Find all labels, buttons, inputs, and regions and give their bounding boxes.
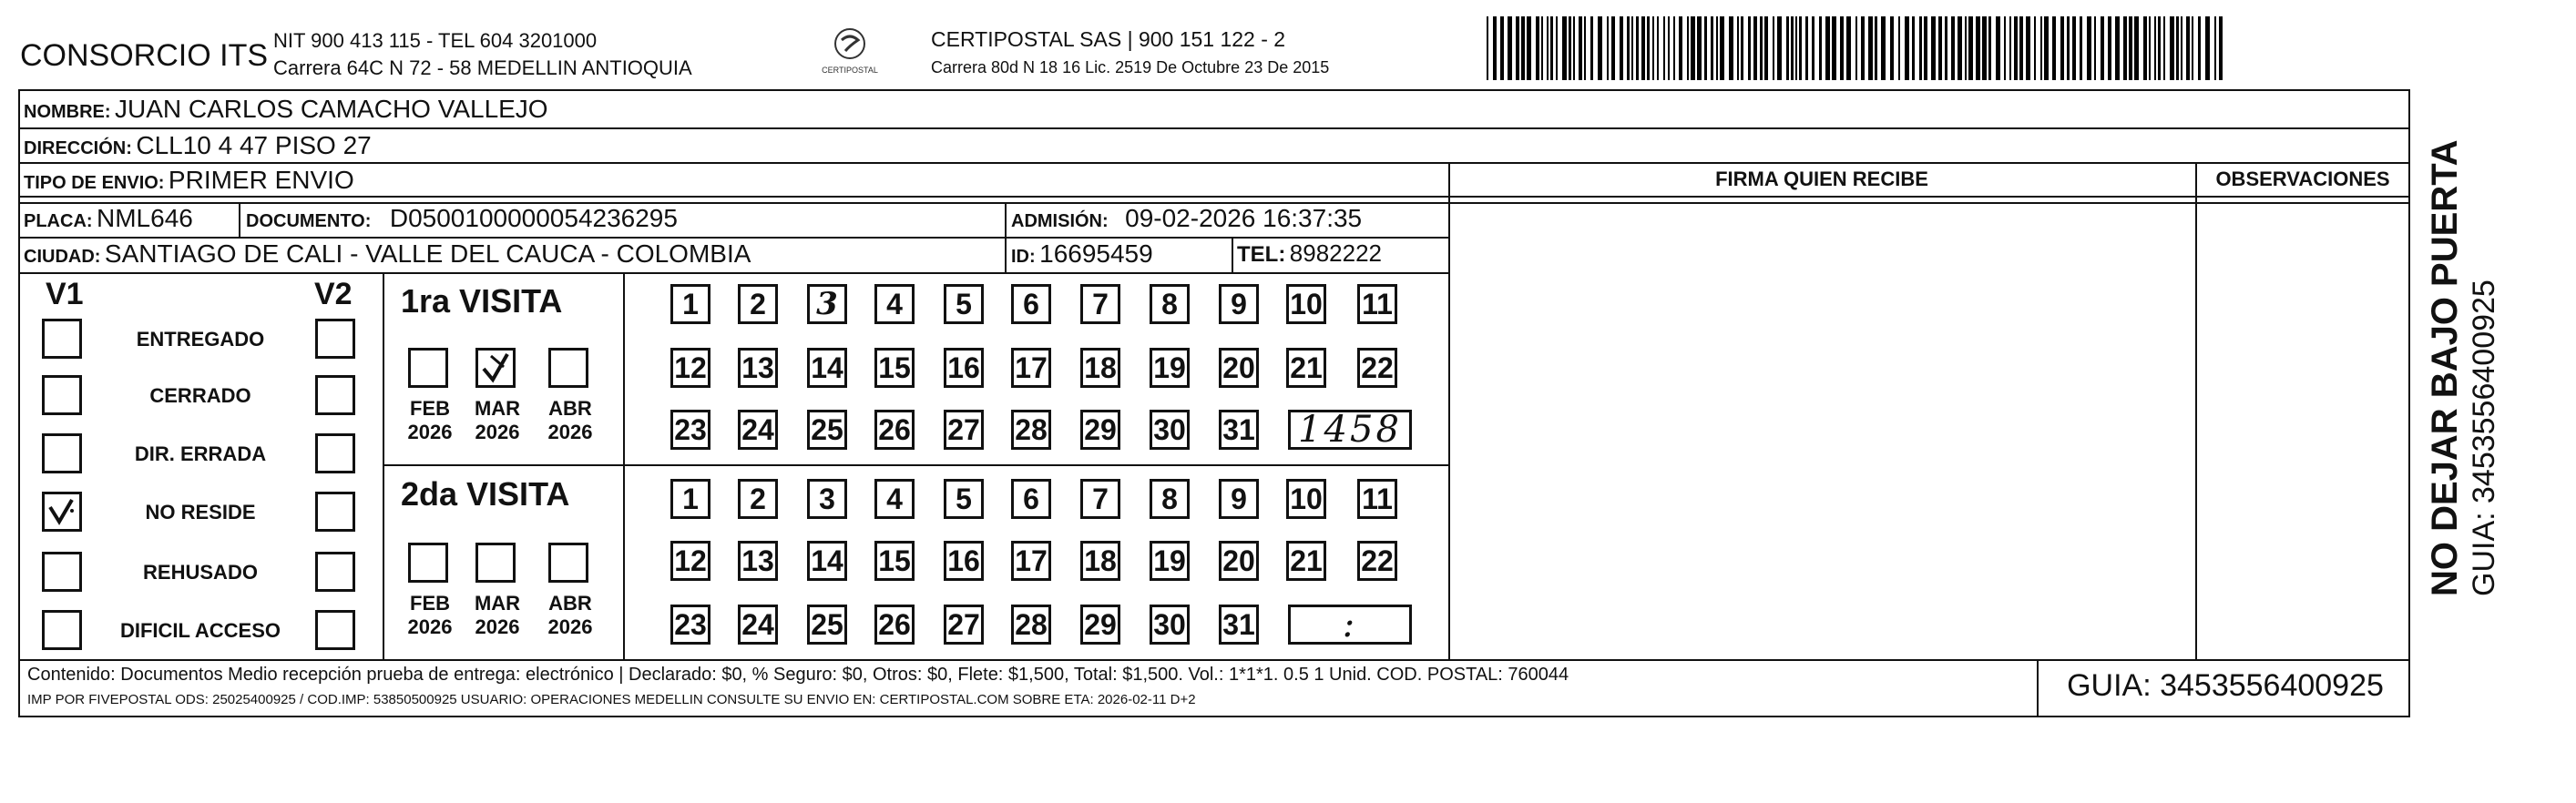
v2-checkbox[interactable] bbox=[315, 552, 355, 592]
day-box[interactable]: 24 bbox=[738, 410, 778, 450]
barcode-bar bbox=[2072, 16, 2076, 80]
barcode-bar bbox=[1536, 16, 1539, 80]
day-box[interactable]: 9 bbox=[1219, 284, 1259, 324]
day-box[interactable]: 4 bbox=[874, 284, 915, 324]
day-box[interactable]: 23 bbox=[670, 605, 710, 645]
day-box[interactable]: 23 bbox=[670, 410, 710, 450]
barcode-bar bbox=[1805, 16, 1808, 80]
barcode-bar bbox=[1579, 16, 1582, 80]
barcode-bar bbox=[1527, 16, 1531, 80]
day-box[interactable]: 4 bbox=[874, 479, 915, 519]
barcode-bar bbox=[2009, 16, 2011, 80]
barcode-bar bbox=[2186, 16, 2190, 80]
barcode-bar bbox=[1773, 16, 1774, 80]
day-box[interactable]: 11 bbox=[1357, 479, 1397, 519]
barcode-bar bbox=[1912, 16, 1915, 80]
barcode-bar bbox=[1890, 16, 1894, 80]
day-box[interactable]: 5 bbox=[944, 479, 984, 519]
barcode-bar bbox=[2170, 16, 2174, 80]
status-label: CERRADO bbox=[149, 384, 251, 407]
barcode-bar bbox=[1679, 16, 1682, 80]
barcode-bar bbox=[1647, 16, 1650, 80]
barcode-bar bbox=[1760, 16, 1763, 80]
barcode-bar bbox=[2052, 16, 2056, 80]
barcode-bar bbox=[1812, 16, 1814, 80]
year-label: 2026 bbox=[547, 615, 593, 638]
barcode-bar bbox=[1982, 16, 1987, 80]
barcode-bar bbox=[2019, 16, 2023, 80]
day-box[interactable]: 5 bbox=[944, 284, 984, 324]
day-box[interactable]: 19 bbox=[1150, 541, 1190, 581]
barcode-bar bbox=[1641, 16, 1645, 80]
barcode-bar bbox=[2134, 16, 2139, 80]
month-label: FEB bbox=[410, 397, 450, 420]
barcode-bar bbox=[2004, 16, 2006, 80]
barcode-bar bbox=[1898, 16, 1900, 80]
day-box[interactable]: 14 bbox=[807, 541, 847, 581]
barcode-bar bbox=[1905, 16, 1909, 80]
day-box[interactable]: 31 bbox=[1219, 410, 1259, 450]
year-label: 2026 bbox=[547, 421, 593, 443]
month-label: FEB bbox=[410, 592, 450, 615]
barcode-bar bbox=[2219, 16, 2223, 80]
certipostal-logo bbox=[809, 24, 891, 78]
tipo-row bbox=[24, 166, 354, 195]
nombre-value: JUAN CARLOS CAMACHO VALLEJO bbox=[115, 95, 548, 123]
side-warning: NO DEJAR BAJO PUERTA bbox=[2425, 139, 2465, 596]
courier-address: Carrera 80d N 18 16 Lic. 2519 De Octubre 23 De 2015 bbox=[931, 58, 1330, 76]
direccion-row bbox=[24, 131, 372, 160]
day-box[interactable]: 2 bbox=[738, 479, 778, 519]
barcode-bar bbox=[1945, 16, 1947, 80]
barcode-bar bbox=[2034, 16, 2036, 80]
day-box[interactable]: 13 bbox=[738, 348, 778, 388]
day-box[interactable]: 31 bbox=[1219, 605, 1259, 645]
v1-checkbox[interactable] bbox=[42, 319, 82, 359]
observaciones-header: OBSERVACIONES bbox=[2215, 168, 2390, 190]
tipo-label: TIPO DE ENVIO: bbox=[24, 173, 165, 193]
barcode-bar bbox=[2108, 16, 2111, 80]
status-label: REHUSADO bbox=[143, 561, 258, 584]
v2-header: V2 bbox=[314, 277, 353, 311]
admision-label: ADMISIÓN: bbox=[1011, 211, 1109, 231]
barcode-bar bbox=[1584, 16, 1586, 80]
barcode-bar bbox=[2044, 16, 2049, 80]
month-label: MAR bbox=[474, 397, 521, 420]
placa-value: NML646 bbox=[97, 204, 193, 232]
day-box[interactable]: 20 bbox=[1219, 541, 1259, 581]
month-checkbox[interactable] bbox=[548, 348, 588, 388]
barcode-bar bbox=[2067, 16, 2070, 80]
barcode-bar bbox=[1636, 16, 1639, 80]
barcode-bar bbox=[2080, 16, 2082, 80]
barcode-bar bbox=[1720, 16, 1724, 80]
barcode-bar bbox=[1691, 16, 1695, 80]
nombre-row bbox=[24, 95, 548, 124]
id-value: 16695459 bbox=[1039, 239, 1153, 268]
barcode-bar bbox=[1598, 16, 1602, 80]
barcode-bar bbox=[1607, 16, 1609, 80]
barcode-bar bbox=[1881, 16, 1886, 80]
day-box[interactable]: 30 bbox=[1150, 410, 1190, 450]
tel-value: 8982222 bbox=[1289, 239, 1383, 267]
barcode-bar bbox=[1697, 16, 1702, 80]
tel-label: TEL: bbox=[1237, 242, 1286, 267]
day-box[interactable]: 26 bbox=[874, 410, 915, 450]
barcode-bar bbox=[1547, 16, 1549, 80]
barcode-bar bbox=[1924, 16, 1927, 80]
visit1-title: 1ra VISITA bbox=[401, 282, 563, 320]
month-checkbox[interactable] bbox=[475, 543, 516, 583]
year-label: 2026 bbox=[407, 615, 453, 638]
v2-checkbox[interactable] bbox=[315, 375, 355, 415]
day-box[interactable]: 28 bbox=[1011, 410, 1051, 450]
id-label: ID: bbox=[1011, 247, 1036, 267]
barcode-bar bbox=[2181, 16, 2182, 80]
v2-checkbox[interactable] bbox=[315, 610, 355, 650]
day-box[interactable]: 1 bbox=[670, 284, 710, 324]
barcode-bar bbox=[1737, 16, 1739, 80]
barcode-bar bbox=[2176, 16, 2179, 80]
barcode-bar bbox=[2198, 16, 2201, 80]
barcode-bar bbox=[2192, 16, 2193, 80]
month-checkbox[interactable] bbox=[548, 543, 588, 583]
barcode-bar bbox=[1832, 16, 1836, 80]
barcode-bar bbox=[1657, 16, 1659, 80]
barcode-bar bbox=[1573, 16, 1575, 80]
year-label: 2026 bbox=[475, 615, 520, 638]
day-box[interactable]: 29 bbox=[1080, 410, 1120, 450]
tipo-value: PRIMER ENVIO bbox=[168, 166, 354, 194]
barcode-bar bbox=[1508, 16, 1512, 80]
barcode-bar bbox=[1631, 16, 1633, 80]
barcode-bar bbox=[1968, 16, 1973, 80]
status-label: ENTREGADO bbox=[136, 328, 265, 351]
day-box[interactable]: 8 bbox=[1150, 284, 1190, 324]
month-checkbox[interactable] bbox=[475, 348, 516, 388]
barcode-bar bbox=[1861, 16, 1865, 80]
svg-text:CERTIPOSTAL: CERTIPOSTAL bbox=[822, 66, 878, 75]
day-box[interactable]: 12 bbox=[670, 541, 710, 581]
documento-value: D0500100000054236295 bbox=[389, 204, 678, 232]
firma-header: FIRMA QUIEN RECIBE bbox=[1715, 168, 1928, 190]
day-box[interactable]: 17 bbox=[1011, 348, 1051, 388]
barcode-bar bbox=[1799, 16, 1802, 80]
barcode-bar bbox=[1687, 16, 1689, 80]
month-label: ABR bbox=[548, 397, 592, 420]
barcode-bar bbox=[2154, 16, 2156, 80]
barcode-bar bbox=[1868, 16, 1873, 80]
barcode-bar bbox=[1965, 16, 1967, 80]
barcode-bar bbox=[2094, 16, 2096, 80]
barcode-bar bbox=[1764, 16, 1768, 80]
day-box[interactable]: 27 bbox=[944, 605, 984, 645]
month-label: ABR bbox=[548, 592, 592, 615]
day-box[interactable]: 20 bbox=[1219, 348, 1259, 388]
barcode-bar bbox=[1748, 16, 1751, 80]
barcode-bar bbox=[1663, 16, 1665, 80]
day-box[interactable]: 10 bbox=[1286, 284, 1326, 324]
barcode-bar bbox=[2026, 16, 2030, 80]
barcode-bar bbox=[1855, 16, 1857, 80]
day-box[interactable]: 24 bbox=[738, 605, 778, 645]
barcode-bar bbox=[1951, 16, 1955, 80]
barcode-bar bbox=[1996, 16, 2000, 80]
day-box[interactable]: 19 bbox=[1150, 348, 1190, 388]
footer-contenido: Contenido: Documentos Medio recepción prueba de entrega: electrónico | Declarado: $0, % Seguro: $0, Otros: $0, Flete: $1,500, Total: $1,500. Vol.: 1*1*1. 0.5 1 Unid. COD. POSTAL: 760044 bbox=[27, 665, 1569, 685]
barcode-bar bbox=[1988, 16, 1991, 80]
month-checkbox[interactable] bbox=[408, 543, 448, 583]
barcode-bar bbox=[1500, 16, 1504, 80]
day-box[interactable]: 10 bbox=[1286, 479, 1326, 519]
barcode-bar bbox=[2158, 16, 2161, 80]
barcode-bar bbox=[1704, 16, 1707, 80]
month-label: MAR bbox=[474, 592, 521, 615]
barcode-bar bbox=[1825, 16, 1830, 80]
id-row bbox=[1011, 239, 1153, 269]
nombre-label: NOMBRE: bbox=[24, 102, 111, 122]
barcode-bar bbox=[1938, 16, 1942, 80]
barcode-bar bbox=[1550, 16, 1553, 80]
day-box[interactable]: 22 bbox=[1357, 541, 1397, 581]
v2-checkbox[interactable] bbox=[315, 492, 355, 532]
barcode-bar bbox=[1569, 16, 1571, 80]
barcode-bar bbox=[1729, 16, 1733, 80]
placa-label: PLACA: bbox=[24, 211, 93, 231]
v1-checkbox[interactable] bbox=[42, 610, 82, 650]
day-box[interactable]: 18 bbox=[1080, 541, 1120, 581]
barcode-bar bbox=[1711, 16, 1713, 80]
documento-row bbox=[246, 204, 678, 233]
day-box[interactable]: 12 bbox=[670, 348, 710, 388]
barcode-bar bbox=[2115, 16, 2120, 80]
status-label: NO RESIDE bbox=[145, 501, 256, 523]
day-box[interactable]: 30 bbox=[1150, 605, 1190, 645]
v2-checkbox[interactable] bbox=[315, 433, 355, 473]
barcode-bar bbox=[1795, 16, 1797, 80]
barcode-bar bbox=[1521, 16, 1525, 80]
day-box[interactable]: 7 bbox=[1080, 284, 1120, 324]
barcode-bar bbox=[1493, 16, 1497, 80]
barcode-bar bbox=[1673, 16, 1675, 80]
company-nit: NIT 900 413 115 - TEL 604 3201000 bbox=[273, 29, 598, 52]
direccion-label: DIRECCIÓN: bbox=[24, 138, 132, 158]
day-box[interactable]: 14 bbox=[807, 348, 847, 388]
barcode-bar bbox=[1487, 16, 1488, 80]
company-address: Carrera 64C N 72 - 58 MEDELLIN ANTIOQUIA bbox=[273, 56, 692, 79]
barcode-bar bbox=[2087, 16, 2091, 80]
day-box[interactable]: 6 bbox=[1011, 284, 1051, 324]
ciudad-value: SANTIAGO DE CALI - VALLE DEL CAUCA - COLOMBIA bbox=[104, 239, 751, 268]
barcode-bar bbox=[1652, 16, 1654, 80]
day-box[interactable]: 1 bbox=[670, 479, 710, 519]
barcode-bar bbox=[1716, 16, 1718, 80]
time-value: 1458 bbox=[1298, 409, 1402, 451]
day-box[interactable]: 27 bbox=[944, 410, 984, 450]
barcode-bar bbox=[1562, 16, 1567, 80]
day-box[interactable]: 25 bbox=[807, 410, 847, 450]
day-box[interactable]: 6 bbox=[1011, 479, 1051, 519]
day-box[interactable]: 25 bbox=[807, 605, 847, 645]
day-box[interactable]: 28 bbox=[1011, 605, 1051, 645]
admision-value: 09-02-2026 16:37:35 bbox=[1125, 204, 1363, 232]
day-box[interactable]: 2 bbox=[738, 284, 778, 324]
documento-label: DOCUMENTO: bbox=[246, 211, 372, 231]
barcode-bar bbox=[1541, 16, 1543, 80]
barcode-bar bbox=[1791, 16, 1794, 80]
v1-checkbox[interactable] bbox=[42, 492, 82, 532]
time-box[interactable] bbox=[1288, 410, 1412, 450]
day-box[interactable]: 8 bbox=[1150, 479, 1190, 519]
day-box[interactable]: 26 bbox=[874, 605, 915, 645]
barcode-bar bbox=[1976, 16, 1980, 80]
visit2-title: 2da VISITA bbox=[401, 475, 570, 513]
barcode-bar bbox=[1627, 16, 1630, 80]
barcode-bar bbox=[1741, 16, 1743, 80]
barcode-bar bbox=[1753, 16, 1757, 80]
barcode-bar bbox=[2129, 16, 2132, 80]
day-box[interactable]: 11 bbox=[1357, 284, 1397, 324]
v1-checkbox[interactable] bbox=[42, 433, 82, 473]
barcode-bar bbox=[2163, 16, 2165, 80]
day-box[interactable]: 17 bbox=[1011, 541, 1051, 581]
barcode-bar bbox=[2014, 16, 2018, 80]
day-box[interactable] bbox=[807, 284, 847, 324]
barcode-bar bbox=[1819, 16, 1822, 80]
barcode bbox=[1487, 16, 2224, 80]
day-box[interactable]: 16 bbox=[944, 541, 984, 581]
barcode-bar bbox=[2060, 16, 2064, 80]
barcode-bar bbox=[1668, 16, 1670, 80]
barcode-bar bbox=[1786, 16, 1789, 80]
day-box[interactable]: 21 bbox=[1286, 541, 1326, 581]
year-label: 2026 bbox=[475, 421, 520, 443]
status-label: DIFICIL ACCESO bbox=[119, 619, 281, 642]
barcode-bar bbox=[2143, 16, 2147, 80]
day-box[interactable]: 7 bbox=[1080, 479, 1120, 519]
day-box[interactable]: 18 bbox=[1080, 348, 1120, 388]
barcode-bar bbox=[1777, 16, 1782, 80]
v2-checkbox[interactable] bbox=[315, 319, 355, 359]
day-box[interactable]: 15 bbox=[874, 348, 915, 388]
barcode-bar bbox=[1840, 16, 1844, 80]
admision-row bbox=[1011, 204, 1362, 233]
day-box[interactable]: 3 bbox=[807, 479, 847, 519]
barcode-bar bbox=[1556, 16, 1558, 80]
direccion-value: CLL10 4 47 PISO 27 bbox=[136, 131, 372, 159]
barcode-bar bbox=[2205, 16, 2210, 80]
day-box[interactable]: 29 bbox=[1080, 605, 1120, 645]
barcode-bar bbox=[2149, 16, 2151, 80]
barcode-bar bbox=[2101, 16, 2104, 80]
side-guia: GUIA: 3453556400925 bbox=[2467, 280, 2501, 596]
status-label: DIR. ERRADA bbox=[134, 442, 267, 465]
day-box[interactable]: 16 bbox=[944, 348, 984, 388]
year-label: 2026 bbox=[407, 421, 453, 443]
day-box[interactable]: 13 bbox=[738, 541, 778, 581]
ciudad-row bbox=[24, 239, 751, 269]
footer-imp: IMP POR FIVEPOSTAL ODS: 25025400925 / COD.IMP: 53850500925 USUARIO: OPERACIONES MEDELLIN CONSULTE SU ENVIO EN: CERTIPOSTAL.COM SOBRE ETA: 2026-02-11 D+2 bbox=[27, 692, 1196, 707]
barcode-bar bbox=[1919, 16, 1922, 80]
barcode-bar bbox=[1875, 16, 1877, 80]
barcode-bar bbox=[1958, 16, 1962, 80]
v1-checkbox[interactable] bbox=[42, 375, 82, 415]
day-box[interactable]: 22 bbox=[1357, 348, 1397, 388]
marked-day: 3 bbox=[816, 286, 838, 322]
barcode-bar bbox=[1516, 16, 1519, 80]
ciudad-label: CIUDAD: bbox=[24, 247, 101, 267]
v1-header: V1 bbox=[46, 277, 84, 311]
barcode-bar bbox=[1611, 16, 1615, 80]
day-box[interactable]: 21 bbox=[1286, 348, 1326, 388]
footer-guia: GUIA: 3453556400925 bbox=[2067, 668, 2384, 703]
barcode-bar bbox=[1590, 16, 1593, 80]
barcode-bar bbox=[2214, 16, 2216, 80]
day-box[interactable]: 9 bbox=[1219, 479, 1259, 519]
barcode-bar bbox=[1846, 16, 1851, 80]
barcode-bar bbox=[2040, 16, 2042, 80]
day-box[interactable]: 15 bbox=[874, 541, 915, 581]
tel-row bbox=[1237, 239, 1382, 268]
time-value: : bbox=[1342, 604, 1358, 645]
barcode-bar bbox=[2123, 16, 2127, 80]
courier-name: CERTIPOSTAL SAS | 900 151 122 - 2 bbox=[931, 27, 1286, 51]
month-checkbox[interactable] bbox=[408, 348, 448, 388]
time-box[interactable] bbox=[1288, 605, 1412, 645]
company-name: CONSORCIO ITS bbox=[20, 38, 269, 73]
barcode-bar bbox=[1931, 16, 1936, 80]
v1-checkbox[interactable] bbox=[42, 552, 82, 592]
barcode-bar bbox=[1620, 16, 1623, 80]
placa-row bbox=[24, 204, 193, 233]
